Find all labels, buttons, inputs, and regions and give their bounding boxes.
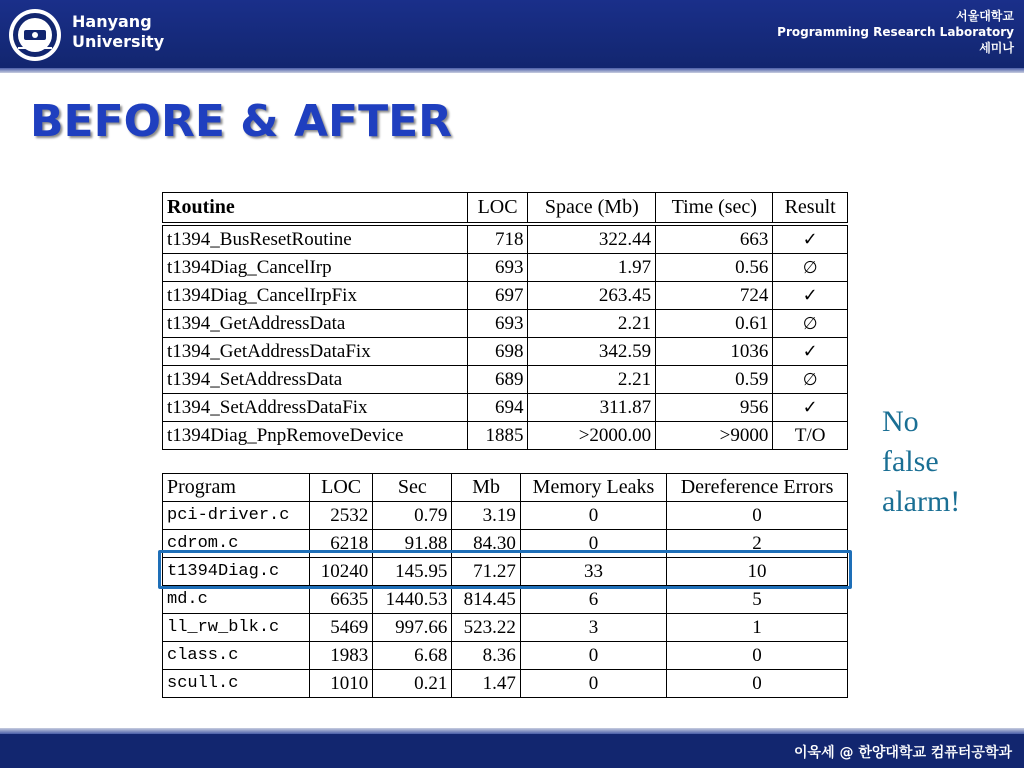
loc-value: 1983 [310,642,373,670]
space-value: 311.87 [528,394,656,422]
column-header-loc: LOC [310,474,373,502]
space-value: 1.97 [528,254,656,282]
loc-value: 2532 [310,502,373,530]
mb-value: 523.22 [452,614,521,642]
footer-bar [0,734,1024,768]
mb-value: 71.27 [452,558,521,586]
sec-value: 6.68 [373,642,452,670]
loc-value: 1010 [310,670,373,698]
table-row [163,642,848,670]
routine-name: t1394_GetAddressData [163,310,468,338]
dereference-errors-value: 1 [667,614,848,642]
sec-value: 997.66 [373,614,452,642]
dereference-errors-value: 10 [667,558,848,586]
loc-value: 5469 [310,614,373,642]
sec-value: 91.88 [373,530,452,558]
result-value: T/O [773,422,848,450]
table-row [163,366,848,394]
space-value: >2000.00 [528,422,656,450]
table-row [163,502,848,530]
table-row [163,254,848,282]
note-line3: alarm! [882,485,961,518]
result-value: ✓ [773,394,848,422]
memory-leaks-value: 0 [520,670,666,698]
memory-leaks-value: 0 [520,530,666,558]
time-value: 663 [656,224,773,254]
table-row [163,282,848,310]
table-header-row [163,193,848,225]
lab-info [777,8,1014,56]
mb-value: 1.47 [452,670,521,698]
routine-name: t1394_GetAddressDataFix [163,338,468,366]
column-header-time: Time (sec) [656,193,773,225]
routine-name: t1394_SetAddressData [163,366,468,394]
program-name: ll_rw_blk.c [163,614,310,642]
university-name [72,12,164,52]
dereference-errors-value: 0 [667,502,848,530]
result-value: ✓ [773,224,848,254]
column-header-sec: Sec [373,474,452,502]
loc-value: 6635 [310,586,373,614]
table-row [163,310,848,338]
loc-value: 694 [467,394,528,422]
university-name-line1: Hanyang [72,12,152,31]
column-header-result: Result [773,193,848,225]
dereference-errors-value: 0 [667,670,848,698]
sec-value: 0.21 [373,670,452,698]
result-value: ✓ [773,282,848,310]
loc-value: 718 [467,224,528,254]
sec-value: 0.79 [373,502,452,530]
table-row [163,394,848,422]
loc-value: 6218 [310,530,373,558]
column-header-dereference-errors: Dereference Errors [667,474,848,502]
sec-value: 1440.53 [373,586,452,614]
result-value: ∅ [773,254,848,282]
lab-info-line2: Programming Research Laboratory [777,25,1014,39]
hanyang-seal-icon [8,8,62,62]
table-row [163,614,848,642]
table-row [163,224,848,254]
sec-value: 145.95 [373,558,452,586]
loc-value: 693 [467,310,528,338]
slide-title: BEFORE & AFTER [30,96,453,147]
table-header-row [163,474,848,502]
table-row [163,586,848,614]
dereference-errors-value: 5 [667,586,848,614]
loc-value: 693 [467,254,528,282]
mb-value: 3.19 [452,502,521,530]
result-value: ∅ [773,366,848,394]
memory-leaks-value: 33 [520,558,666,586]
space-value: 342.59 [528,338,656,366]
space-value: 2.21 [528,310,656,338]
routine-name: t1394Diag_CancelIrp [163,254,468,282]
table-row [163,422,848,450]
memory-leaks-value: 3 [520,614,666,642]
column-header-memory-leaks: Memory Leaks [520,474,666,502]
column-header-loc: LOC [467,193,528,225]
dereference-errors-value: 0 [667,642,848,670]
table-row [163,670,848,698]
column-header-space: Space (Mb) [528,193,656,225]
memory-leaks-value: 0 [520,502,666,530]
result-value: ∅ [773,310,848,338]
time-value: 0.56 [656,254,773,282]
space-value: 322.44 [528,224,656,254]
time-value: >9000 [656,422,773,450]
note-line2: false [882,445,939,478]
university-name-line2: University [72,32,165,51]
note-line1: No [882,405,919,438]
mb-value: 814.45 [452,586,521,614]
loc-value: 689 [467,366,528,394]
space-value: 263.45 [528,282,656,310]
program-name: scull.c [163,670,310,698]
routine-results-table [162,192,848,450]
column-header-routine: Routine [163,193,468,225]
mb-value: 84.30 [452,530,521,558]
dereference-errors-value: 2 [667,530,848,558]
time-value: 0.59 [656,366,773,394]
routine-name: t1394_SetAddressDataFix [163,394,468,422]
table-row [163,338,848,366]
time-value: 724 [656,282,773,310]
memory-leaks-value: 6 [520,586,666,614]
column-header-mb: Mb [452,474,521,502]
routine-name: t1394_BusResetRoutine [163,224,468,254]
program-name: t1394Diag.c [163,558,310,586]
header-bar [0,0,1024,68]
result-value: ✓ [773,338,848,366]
loc-value: 1885 [467,422,528,450]
program-name: md.c [163,586,310,614]
space-value: 2.21 [528,366,656,394]
mb-value: 8.36 [452,642,521,670]
footer-text: 이욱세 @ 한양대학교 컴퓨터공학과 [794,745,1012,761]
memory-leaks-value: 0 [520,642,666,670]
program-name: class.c [163,642,310,670]
row-highlight-box [158,550,852,589]
program-name: pci-driver.c [163,502,310,530]
header-divider [0,68,1024,73]
time-value: 0.61 [656,310,773,338]
loc-value: 698 [467,338,528,366]
time-value: 956 [656,394,773,422]
program-name: cdrom.c [163,530,310,558]
routine-name: t1394Diag_CancelIrpFix [163,282,468,310]
routine-name: t1394Diag_PnpRemoveDevice [163,422,468,450]
column-header-program: Program [163,474,310,502]
loc-value: 697 [467,282,528,310]
time-value: 1036 [656,338,773,366]
loc-value: 10240 [310,558,373,586]
no-false-alarm-note [882,402,960,522]
lab-info-line3: 세미나 [979,41,1014,55]
lab-info-line1: 서울대학교 [956,9,1014,23]
